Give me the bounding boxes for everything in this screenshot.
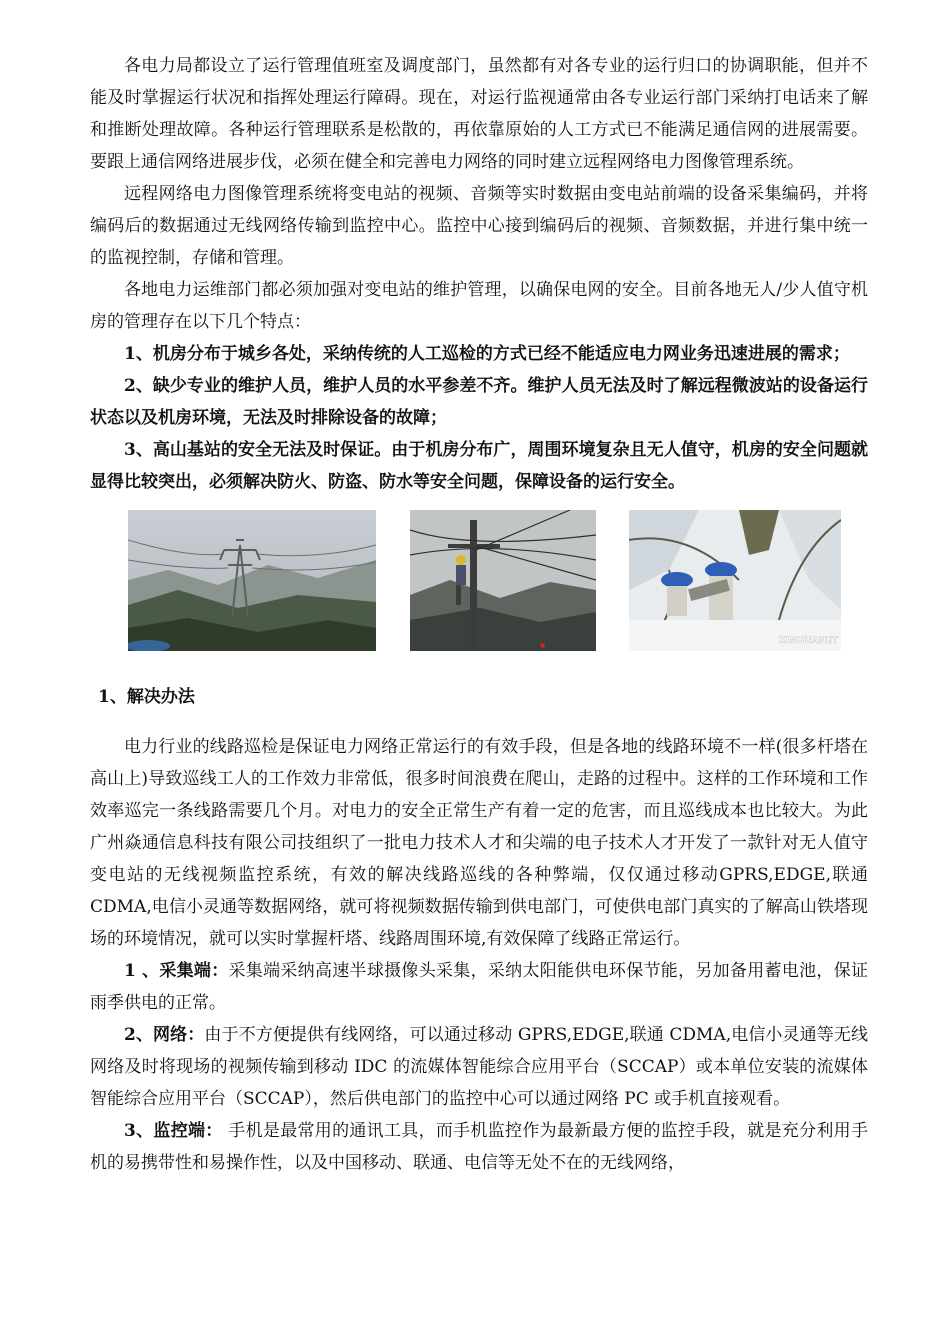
section-heading: 1、解决办法 bbox=[98, 687, 195, 707]
item-monitoring bbox=[90, 1115, 868, 1179]
item-monitoring-text: 手机是最常用的通讯工具，而手机监控作为最新最方便的监控手段，就是充分利用手机的易携带性和易操作性，以及中国移动、联通、电信等无处不在的无线网络， bbox=[90, 1121, 868, 1173]
photo-strip bbox=[128, 510, 841, 651]
item-network bbox=[90, 1019, 868, 1115]
document-page bbox=[90, 50, 868, 1179]
item-collection-label: 1 、采集端： bbox=[124, 961, 229, 981]
intro-paragraph-2: 远程网络电力图像管理系统将变电站的视频、音频等实时数据由变电站前端的设备采集编码，并将编码后的数据通过无线网络传输到监控中心。监控中心接到编码后的视频、音频数据，并进行集中统一的监视控制，存储和管理。 bbox=[90, 184, 868, 268]
item-monitoring-label: 3、监控端： bbox=[124, 1121, 223, 1141]
item-network-text: 由于不方便提供有线网络，可以通过移动 GPRS,EDGE,联通 CDMA,电信小灵通等无线网络及时将现场的视频传输到移动 IDC 的流媒体智能综合应用平台（SCCAP）或本单位安装的流媒体智能综合应用平台（SCCAP），然后供电部门的监控中心可以通过网络 PC 或手机直接观看。 bbox=[90, 1025, 868, 1109]
point-3: 3、高山基站的安全无法及时保证。由于机房分布广，周围环境复杂且无人值守，机房的安全问题就显得比较突出，必须解决防火、防盗、防水等安全问题，保障设备的运行安全。 bbox=[90, 440, 868, 492]
photo-workers-carrying-equipment-in-snow bbox=[629, 510, 841, 651]
intro-paragraph-1: 各电力局都设立了运行管理值班室及调度部门，虽然都有对各专业的运行归口的协调职能，但并不能及时掌握运行状况和指挥处理运行障碍。现在，对运行监视通常由各专业运行部门采纳打电话来了解和推断处理故障。各种运行管理联系是松散的，再依靠原始的人工方式已不能满足通信网的进展需要。要跟上通信网络进展步伐，必须在健全和完善电力网络的同时建立远程网络电力图像管理系统。 bbox=[90, 56, 868, 172]
svg-text:●: ● bbox=[539, 642, 545, 649]
photo-snowy-transmission-tower bbox=[128, 510, 376, 651]
section-paragraph-1: 电力行业的线路巡检是保证电力网络正常运行的有效手段，但是各地的线路环境不一样(很多杆塔在高山上)导致巡线工人的工作效力非常低，很多时间浪费在爬山，走路的过程中。这样的工作环境和工作效率巡完一条线路需要几个月。对电力的安全正常生产有着一定的危害，而且巡线成本也比较大。为此广州焱通信息科技有限公司技组织了一批电力技术人才和尖端的电子技术人才开发了一款针对无人值守变电站的无线视频监控系统，有效的解决线路巡线的各种弊端，仅仅通过移动GPRS,EDGE,联通CDMA,电信小灵通等数据网络，就可将视频数据传输到供电部门，可使供电部门真实的了解高山铁塔现场的环境情况，就可以实时掌握杆塔、线路周围环境,有效保障了线路正常运行。 bbox=[90, 737, 868, 949]
intro-paragraph-3: 各地电力运维部门都必须加强对变电站的维护管理，以确保电网的安全。目前各地无人/少人值守机房的管理存在以下几个特点： bbox=[90, 280, 868, 332]
item-network-label: 2、网络： bbox=[124, 1025, 205, 1045]
photo-watermark: XINHUANET bbox=[779, 636, 839, 646]
item-collection-text: 采集端采纳高速半球摄像头采集，采纳太阳能供电环保节能，另加备用蓄电池，保证雨季供电的正常。 bbox=[90, 961, 868, 1013]
point-1: 1、机房分布于城乡各处，采纳传统的人工巡检的方式已经不能适应电力网业务迅速进展的需求； bbox=[124, 344, 850, 364]
photo-worker-on-utility-pole bbox=[410, 510, 596, 651]
point-2: 2、缺少专业的维护人员，维护人员的水平参差不齐。维护人员无法及时了解远程微波站的设备运行状态以及机房环境，无法及时排除设备的故障； bbox=[90, 376, 868, 428]
item-collection bbox=[90, 955, 868, 1019]
